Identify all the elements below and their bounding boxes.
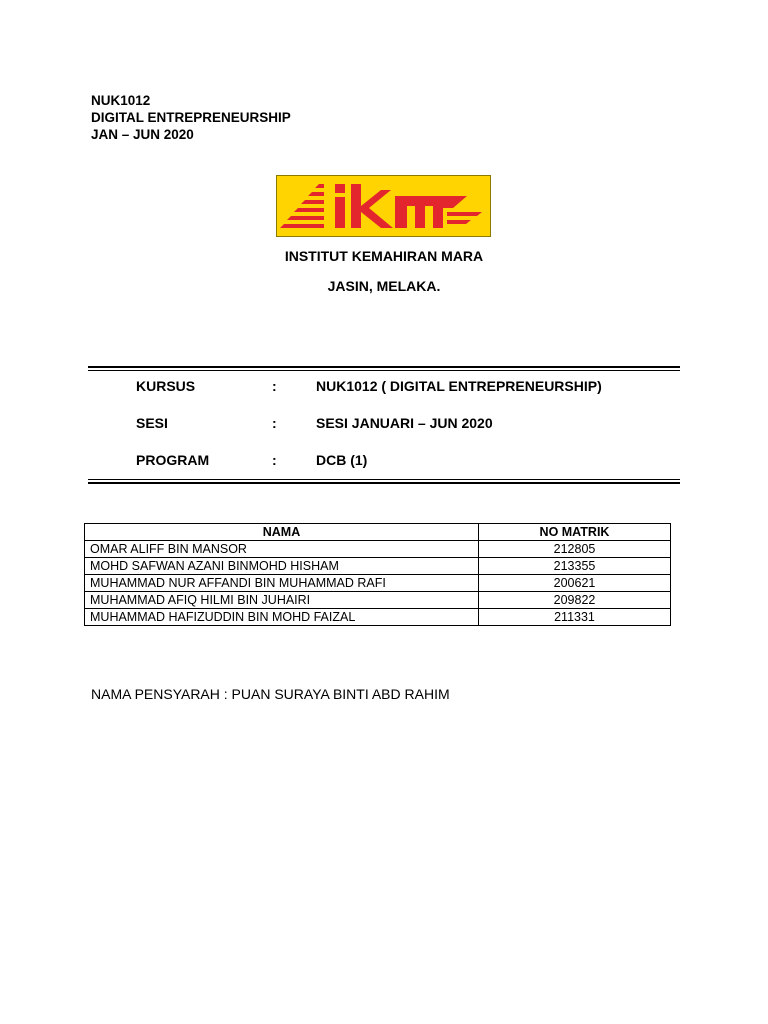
student-name: OMAR ALIFF BIN MANSOR xyxy=(85,541,479,558)
info-label: PROGRAM xyxy=(136,452,210,468)
top-rule-thin xyxy=(88,370,680,371)
top-rule-thick xyxy=(88,366,680,368)
table-row xyxy=(85,541,671,558)
header-nama: NAMA xyxy=(85,524,479,541)
table-row xyxy=(85,575,671,592)
table-row xyxy=(85,558,671,575)
student-matric: 209822 xyxy=(479,592,671,609)
info-value: NUK1012 ( DIGITAL ENTREPRENEURSHIP) xyxy=(316,378,602,394)
course-code: NUK1012 xyxy=(91,93,151,108)
student-name: MUHAMMAD NUR AFFANDI BIN MUHAMMAD RAFI xyxy=(85,575,479,592)
info-colon: : xyxy=(272,378,277,394)
document-header xyxy=(91,92,291,143)
info-label: KURSUS xyxy=(136,378,196,394)
student-matric: 212805 xyxy=(479,541,671,558)
student-name: MUHAMMAD AFIQ HILMI BIN JUHAIRI xyxy=(85,592,479,609)
institution-location: JASIN, MELAKA. xyxy=(327,278,441,294)
bottom-rule-thin xyxy=(88,479,680,480)
table-header-row xyxy=(85,524,671,541)
student-matric: 211331 xyxy=(479,609,671,626)
student-name: MUHAMMAD HAFIZUDDIN BIN MOHD FAIZAL xyxy=(85,609,479,626)
info-value: SESI JANUARI – JUN 2020 xyxy=(316,415,493,431)
student-name: MOHD SAFWAN AZANI BINMOHD HISHAM xyxy=(85,558,479,575)
bottom-rule-thick xyxy=(88,482,680,484)
student-matric: 200621 xyxy=(479,575,671,592)
info-label: SESI xyxy=(136,415,168,431)
header-no-matrik: NO MATRIK xyxy=(479,524,671,541)
course-period: JAN – JUN 2020 xyxy=(91,127,194,142)
student-table xyxy=(84,523,671,626)
course-subject: DIGITAL ENTREPRENEURSHIP xyxy=(91,110,291,125)
institution-name: INSTITUT KEMAHIRAN MARA xyxy=(284,248,484,264)
lecturer-name: NAMA PENSYARAH : PUAN SURAYA BINTI ABD RAHIM xyxy=(91,686,450,702)
info-value: DCB (1) xyxy=(316,452,368,468)
info-colon: : xyxy=(272,452,277,468)
ikm-logo xyxy=(276,175,491,237)
info-colon: : xyxy=(272,415,277,431)
table-row xyxy=(85,609,671,626)
table-row xyxy=(85,592,671,609)
student-matric: 213355 xyxy=(479,558,671,575)
